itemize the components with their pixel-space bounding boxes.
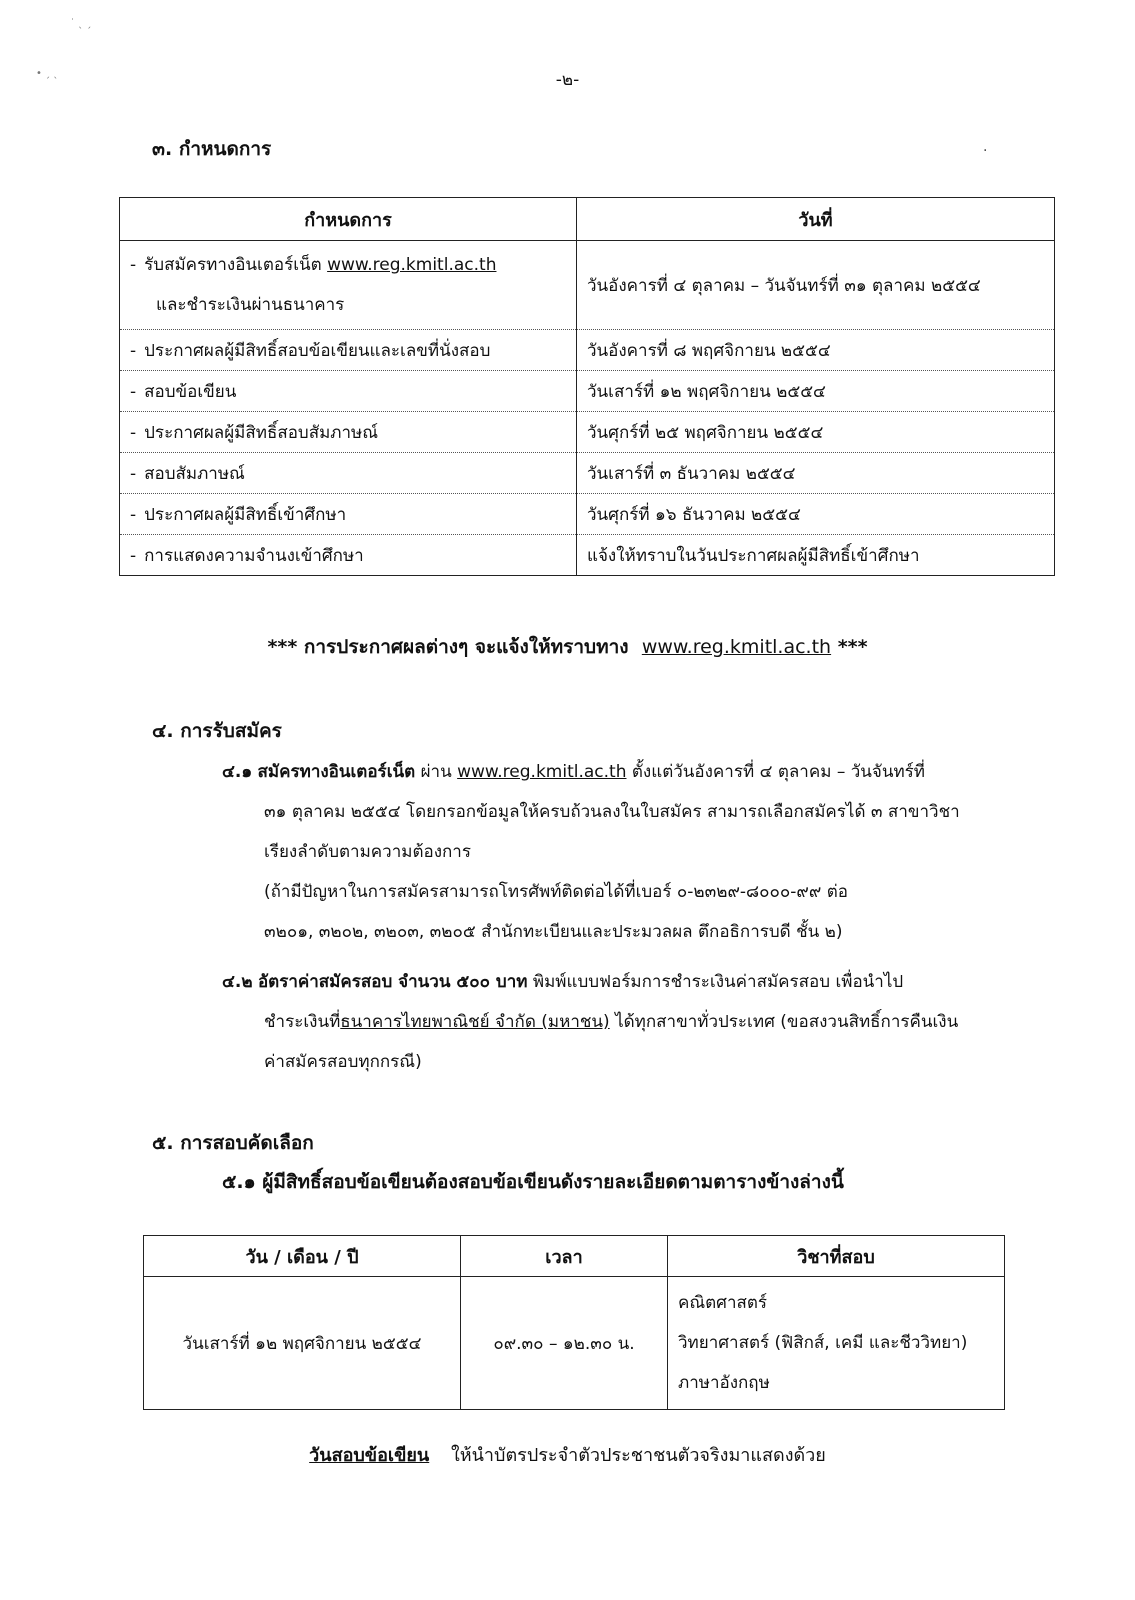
date-cell: วันเสาร์ที่ ๓ ธันวาคม ๒๕๕๔ xyxy=(577,453,1055,494)
date-cell: วันอังคารที่ ๘ พฤศจิกายน ๒๕๕๔ xyxy=(577,330,1055,371)
schedule-table xyxy=(119,197,1055,576)
item-4-2 xyxy=(222,962,1012,1082)
task-text: และชำระเงินผ่านธนาคาร xyxy=(156,295,345,315)
reg-link[interactable]: www.reg.kmitl.ac.th xyxy=(457,762,627,782)
task-text: รับสมัครทางอินเตอร์เน็ต xyxy=(144,255,322,275)
date-cell: วันศุกร์ที่ ๑๖ ธันวาคม ๒๕๕๔ xyxy=(577,494,1055,535)
item-text: พิมพ์แบบฟอร์มการชำระเงินค่าสมัครสอบ เพื่อนำไป xyxy=(532,972,904,992)
header-schedule: กำหนดการ xyxy=(120,198,577,241)
announcement-suffix: *** xyxy=(837,636,868,658)
date-cell: วันอังคารที่ ๔ ตุลาคม – วันจันทร์ที่ ๓๑ ตุลาคม ๒๕๕๔ xyxy=(577,241,1055,330)
table-header-row xyxy=(120,198,1055,241)
item-text: ตั้งแต่วันอังคารที่ ๔ ตุลาคม – วันจันทร์ที่ xyxy=(631,762,926,782)
table-header-row xyxy=(144,1236,1005,1277)
task-text: สอบข้อเขียน xyxy=(144,381,237,402)
section-5-heading: ๕. การสอบคัดเลือก xyxy=(152,1132,314,1154)
scan-artifact: · xyxy=(983,143,988,159)
section-4-heading: ๔. การรับสมัคร xyxy=(152,720,282,742)
exam-time: ๐๙.๓๐ – ๑๒.๓๐ น. xyxy=(461,1277,668,1410)
table-row xyxy=(120,241,1055,330)
date-cell: แจ้งให้ทราบในวันประกาศผลผู้มีสิทธิ์เข้าศึกษา xyxy=(577,535,1055,576)
table-row xyxy=(120,535,1055,576)
item-number: ๔.๑ xyxy=(222,762,253,782)
item-title: สมัครทางอินเตอร์เน็ต xyxy=(257,762,416,782)
item-text: ได้ทุกสาขาทั่วประเทศ (ขอสงวนสิทธิ์การคืนเงิน xyxy=(615,1012,959,1032)
header-time: เวลา xyxy=(461,1236,668,1277)
subject-item: วิทยาศาสตร์ (ฟิสิกส์, เคมี และชีววิทยา) xyxy=(678,1333,968,1353)
task-cell: - ประกาศผลผู้มีสิทธิ์สอบสัมภาษณ์ xyxy=(120,412,577,453)
table-row xyxy=(120,371,1055,412)
task-text: การแสดงความจำนงเข้าศึกษา xyxy=(144,545,364,566)
footer-label: วันสอบข้อเขียน xyxy=(309,1445,430,1466)
exam-subjects xyxy=(668,1277,1005,1410)
item-title: อัตราค่าสมัครสอบ จำนวน ๕๐๐ บาท xyxy=(257,972,528,992)
header-subject: วิชาที่สอบ xyxy=(668,1236,1005,1277)
subject-item: คณิตศาสตร์ xyxy=(678,1293,768,1313)
task-cell: - สอบสัมภาษณ์ xyxy=(120,453,577,494)
table-row xyxy=(144,1277,1005,1410)
task-cell: - การแสดงความจำนงเข้าศึกษา xyxy=(120,535,577,576)
item-4-1 xyxy=(222,752,1012,952)
item-text: ๓๑ ตุลาคม ๒๕๕๔ โดยกรอกข้อมูลให้ครบถ้วนลงในใบสมัคร สามารถเลือกสมัครได้ ๓ สาขาวิชา xyxy=(264,802,960,822)
footer-note xyxy=(0,1440,1135,1469)
table-row xyxy=(120,412,1055,453)
task-text: ประกาศผลผู้มีสิทธิ์เข้าศึกษา xyxy=(144,504,347,525)
item-5-1: ๕.๑ ผู้มีสิทธิ์สอบข้อเขียนต้องสอบข้อเขียนดังรายละเอียดตามตารางข้างล่างนี้ xyxy=(222,1171,844,1193)
table-row xyxy=(120,453,1055,494)
announcement-text: *** การประกาศผลต่างๆ จะแจ้งให้ทราบทาง xyxy=(267,636,629,658)
footer-text: ให้นำบัตรประจำตัวประชาชนตัวจริงมาแสดงด้วย xyxy=(450,1445,826,1466)
task-cell: - ประกาศผลผู้มีสิทธิ์เข้าศึกษา xyxy=(120,494,577,535)
bank-name: ธนาคารไทยพาณิชย์ จำกัด (มหาชน) xyxy=(340,1012,610,1032)
task-text: ประกาศผลผู้มีสิทธิ์สอบข้อเขียนและเลขที่นั่งสอบ xyxy=(144,340,491,361)
table-row xyxy=(120,494,1055,535)
task-text: ประกาศผลผู้มีสิทธิ์สอบสัมภาษณ์ xyxy=(144,422,379,443)
contact-text: (ถ้ามีปัญหาในการสมัครสามารถโทรศัพท์ติดต่อได้ที่เบอร์ ๐-๒๓๒๙-๘๐๐๐-๙๙ ต่อ xyxy=(264,882,848,902)
item-text: ค่าสมัครสอบทุกกรณี) xyxy=(264,1052,422,1072)
header-date: วัน / เดือน / ปี xyxy=(144,1236,461,1277)
announcement xyxy=(0,632,1135,662)
exam-date: วันเสาร์ที่ ๑๒ พฤศจิกายน ๒๕๕๔ xyxy=(144,1277,461,1410)
task-cell xyxy=(120,241,577,330)
item-text: เรียงลำดับตามความต้องการ xyxy=(264,842,471,862)
table-row xyxy=(120,330,1055,371)
exam-table xyxy=(143,1235,1005,1410)
item-number: ๔.๒ xyxy=(222,972,253,992)
task-cell: - ประกาศผลผู้มีสิทธิ์สอบข้อเขียนและเลขที่นั่งสอบ xyxy=(120,330,577,371)
reg-link[interactable]: www.reg.kmitl.ac.th xyxy=(327,255,497,275)
contact-text: ๓๒๐๑, ๓๒๐๒, ๓๒๐๓, ๓๒๐๕ สำนักทะเบียนและประมวลผล ตึกอธิการบดี ชั้น ๒) xyxy=(264,922,843,942)
date-cell: วันศุกร์ที่ ๒๕ พฤศจิกายน ๒๕๕๔ xyxy=(577,412,1055,453)
subject-item: ภาษาอังกฤษ xyxy=(678,1373,770,1393)
item-text: ชำระเงินที่ xyxy=(264,1012,341,1032)
date-cell: วันเสาร์ที่ ๑๒ พฤศจิกายน ๒๕๕๔ xyxy=(577,371,1055,412)
header-date: วันที่ xyxy=(577,198,1055,241)
section-3-heading: ๓. กำหนดการ xyxy=(152,138,272,160)
task-cell: - สอบข้อเขียน xyxy=(120,371,577,412)
dash: - xyxy=(130,255,137,275)
page-number: -๒- xyxy=(555,70,580,90)
scan-artifact: • ˏ ˎ xyxy=(36,68,59,79)
scan-artifact: ˙ ˎ ˏ xyxy=(70,18,92,29)
item-text: ผ่าน xyxy=(420,762,452,782)
announcement-link[interactable]: www.reg.kmitl.ac.th xyxy=(641,636,832,658)
task-text: สอบสัมภาษณ์ xyxy=(144,463,245,484)
